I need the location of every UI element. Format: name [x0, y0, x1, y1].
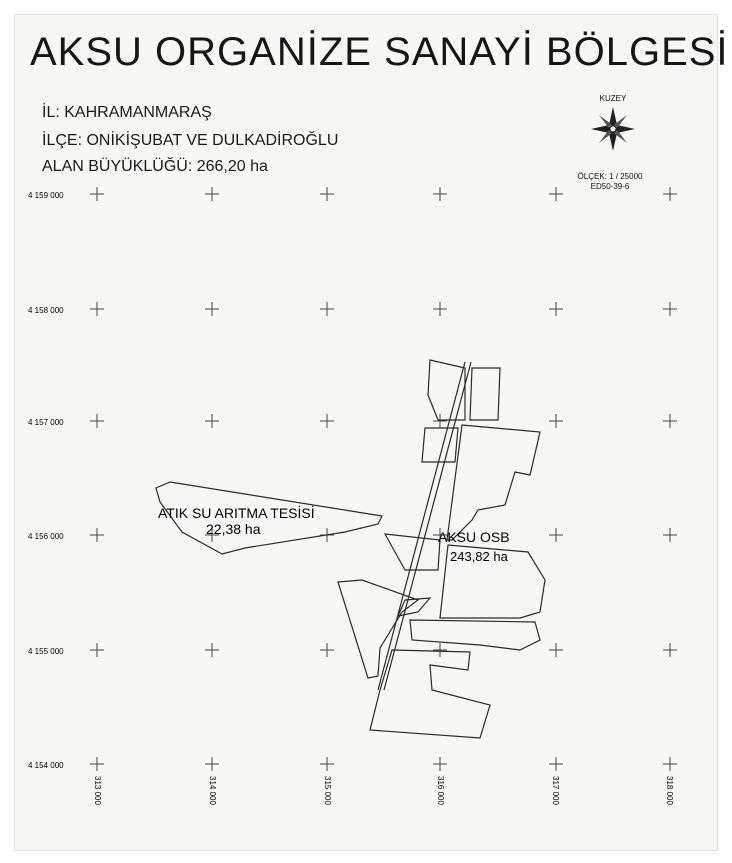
osb-parcels [338, 360, 545, 738]
grid-cross [549, 187, 563, 201]
y-label: 4 157 000 [28, 418, 64, 427]
grid-cross [90, 187, 104, 201]
grid-cross [663, 643, 677, 657]
grid-cross [320, 414, 334, 428]
grid-cross [663, 414, 677, 428]
grid-cross [90, 757, 104, 771]
grid-cross [205, 414, 219, 428]
north-label: KUZEY [599, 94, 627, 103]
grid-cross [433, 643, 447, 657]
grid-cross [549, 414, 563, 428]
grid-cross [320, 643, 334, 657]
osb-parcel [370, 650, 490, 738]
province-label: İL: KAHRAMANMARAŞ [42, 104, 212, 121]
osb-parcel [385, 534, 440, 570]
treatment-plant-size: 22,38 ha [206, 521, 261, 537]
datum-label: ED50-39-6 [590, 182, 630, 191]
grid-cross [90, 643, 104, 657]
x-label: 316 000 [436, 776, 445, 805]
grid-cross [205, 187, 219, 201]
grid-cross [320, 187, 334, 201]
grid-cross [663, 187, 677, 201]
osb-parcel [428, 360, 465, 420]
grid-cross [663, 757, 677, 771]
grid-cross [663, 528, 677, 542]
y-axis-labels [28, 191, 64, 770]
grid-cross [320, 302, 334, 316]
grid-cross [433, 302, 447, 316]
y-label: 4 155 000 [28, 647, 64, 656]
area-size-label: ALAN BÜYÜKLÜĞÜ: 266,20 ha [42, 158, 268, 175]
osb-parcel [410, 620, 540, 650]
grid-cross [205, 302, 219, 316]
district-label: İLÇE: ONİKİŞUBAT VE DULKADİROĞLU [42, 132, 339, 149]
map-title: AKSU ORGANİZE SANAYİ BÖLGESİ [30, 30, 729, 74]
x-label: 315 000 [323, 776, 332, 805]
y-label: 4 156 000 [28, 532, 64, 541]
osb-parcel [447, 425, 540, 540]
grid-cross [549, 643, 563, 657]
grid-cross [320, 757, 334, 771]
grid-cross [90, 414, 104, 428]
x-label: 313 000 [93, 776, 102, 805]
y-label: 4 158 000 [28, 306, 64, 315]
grid-cross [90, 528, 104, 542]
grid-cross [549, 757, 563, 771]
x-axis-labels [93, 776, 674, 805]
osb-size: 243,82 ha [450, 549, 508, 564]
grid-cross [433, 757, 447, 771]
osb-parcel [470, 368, 500, 420]
x-label: 318 000 [665, 776, 674, 805]
osb-parcel [338, 580, 418, 678]
grid-cross [549, 302, 563, 316]
grid-crosses [90, 187, 677, 771]
grid-cross [205, 643, 219, 657]
treatment-plant-label: ATIK SU ARITMA TESİSİ [158, 505, 315, 521]
scale-label: ÖLÇEK: 1 / 25000 [577, 172, 643, 181]
grid-cross [663, 302, 677, 316]
grid-cross [90, 302, 104, 316]
y-label: 4 154 000 [28, 761, 64, 770]
x-label: 317 000 [551, 776, 560, 805]
y-label: 4 159 000 [28, 191, 64, 200]
grid-cross [549, 528, 563, 542]
x-label: 314 000 [208, 776, 217, 805]
grid-cross [433, 187, 447, 201]
osb-label: AKSU OSB [438, 529, 510, 545]
osb-parcel [398, 598, 430, 616]
grid-cross [433, 414, 447, 428]
grid-cross [205, 757, 219, 771]
